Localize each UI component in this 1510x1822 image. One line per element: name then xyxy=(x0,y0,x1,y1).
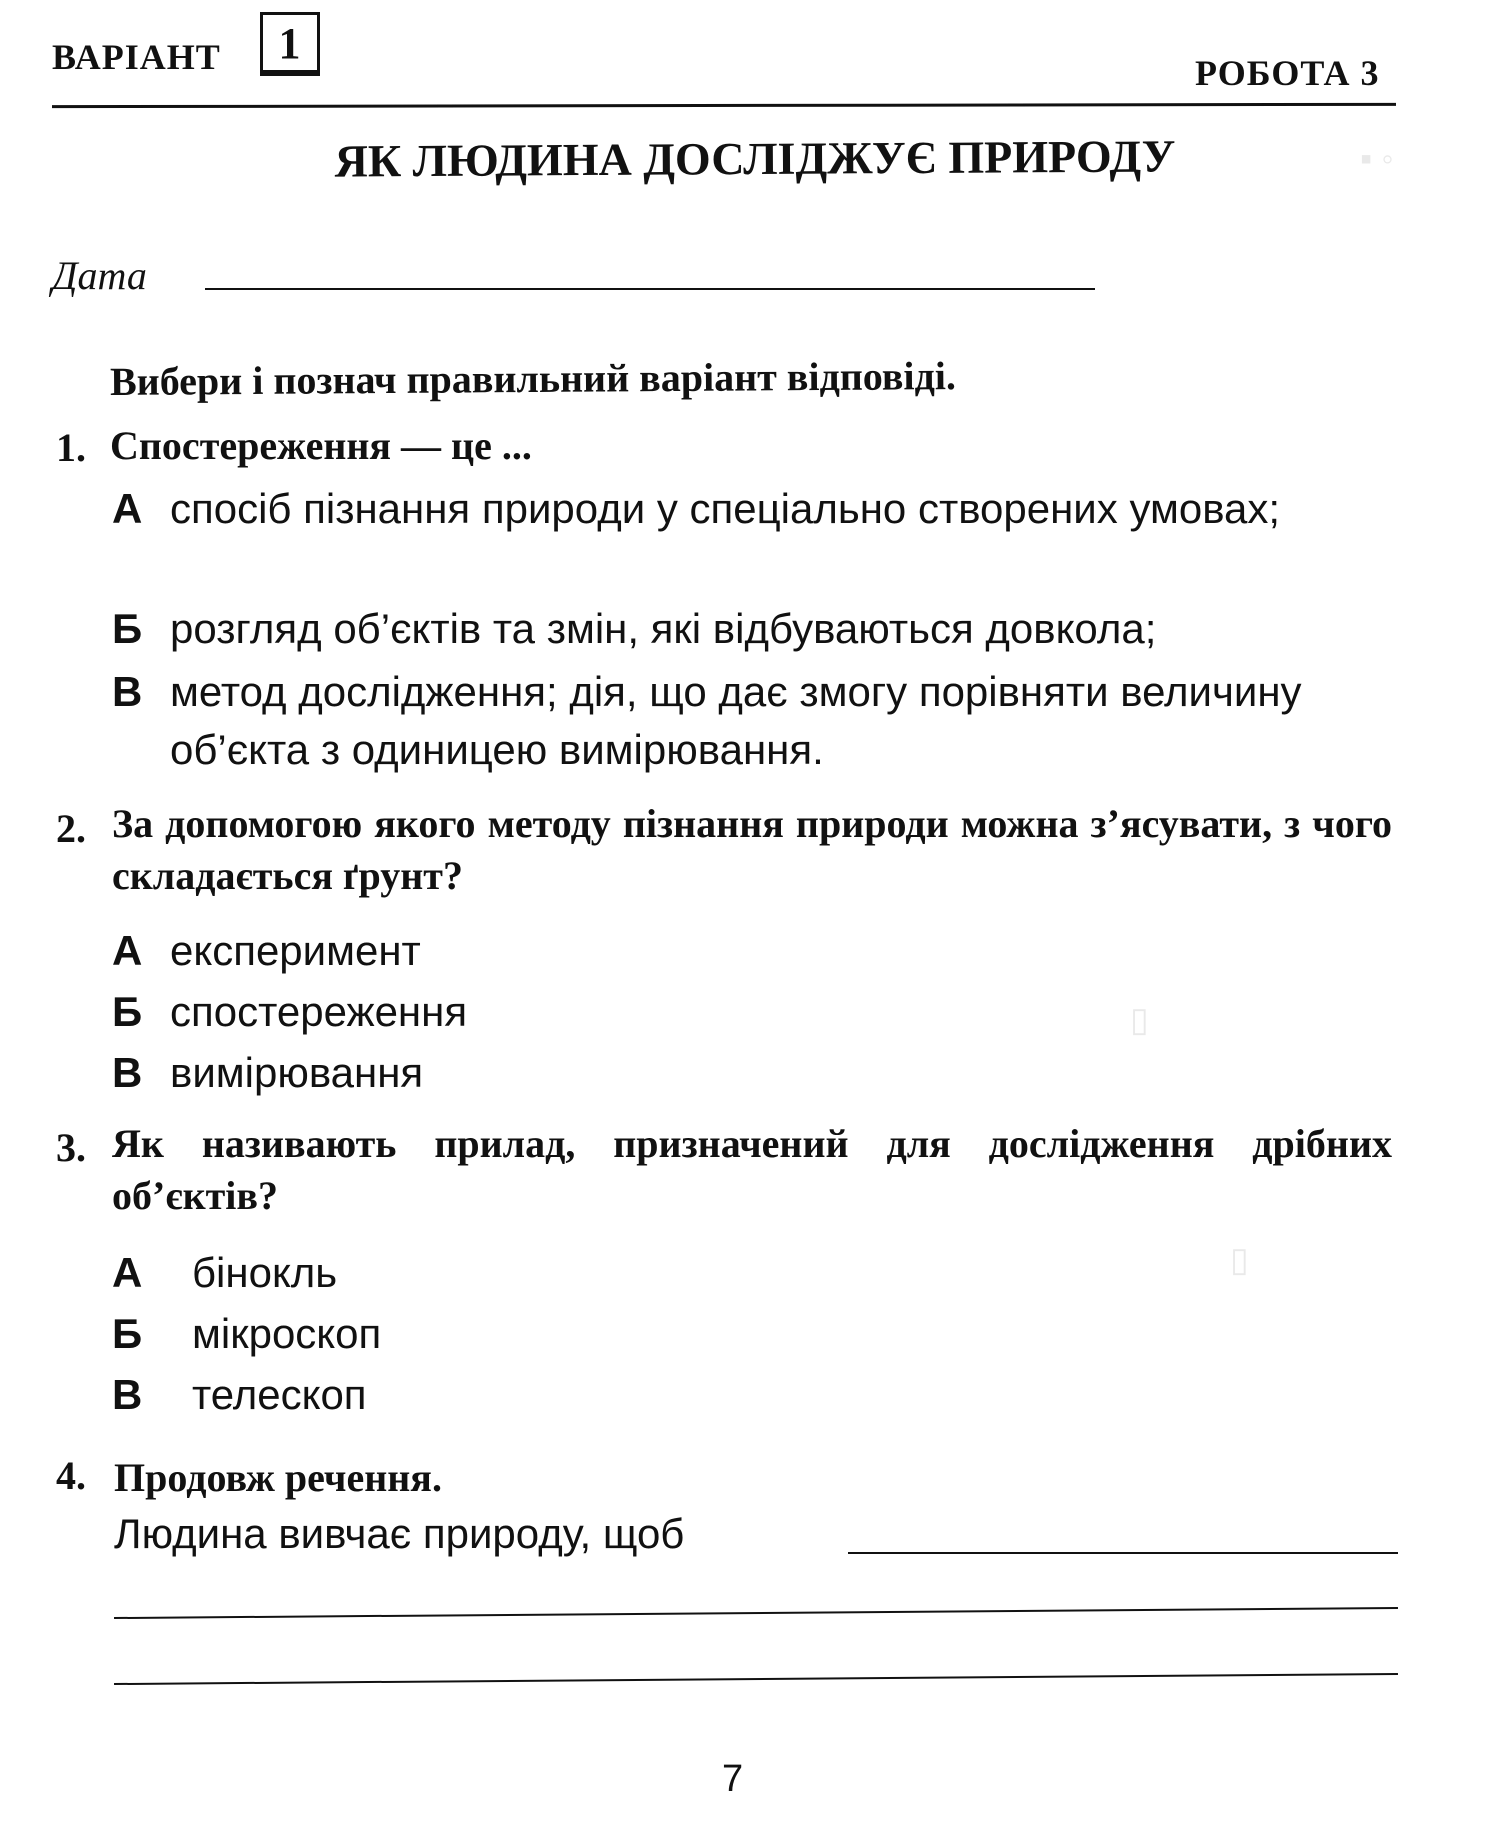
variant-number-box: 1 xyxy=(260,12,320,76)
page-title: ЯК ЛЮДИНА ДОСЛІДЖУЄ ПРИРОДУ xyxy=(334,130,1176,187)
question-text: За допомогою якого методу пізнання природи можна з’ясувати, з чого складається ґрунт? xyxy=(112,801,1392,898)
answer-option[interactable] xyxy=(112,1305,381,1363)
page-number: 7 xyxy=(722,1758,744,1800)
answer-option[interactable] xyxy=(112,1244,337,1302)
bleed-through: ▯ xyxy=(1130,1001,1149,1039)
date-label: Дата xyxy=(52,253,147,298)
answer-option[interactable] xyxy=(112,1044,423,1102)
question-number: 3. xyxy=(56,1125,86,1170)
answer-option[interactable] xyxy=(112,600,1392,658)
option-text: вимірювання xyxy=(170,1049,424,1096)
question-text: Спостереження — це ... xyxy=(110,423,532,468)
answer-option[interactable] xyxy=(112,922,421,980)
option-text: мікроскоп xyxy=(192,1310,382,1357)
option-letter: В xyxy=(112,1371,143,1418)
option-letter: Б xyxy=(112,988,143,1035)
answer-option[interactable] xyxy=(112,663,1392,779)
option-letter: В xyxy=(112,668,143,715)
sentence-start: Людина вивчає природу, щоб xyxy=(114,1510,685,1557)
bleed-through: ▯ xyxy=(1230,1241,1249,1279)
question-text: Як називають прилад, призначений для дослідження дрібних об’єктів? xyxy=(112,1121,1392,1218)
option-text: телескоп xyxy=(192,1371,367,1418)
header-rule xyxy=(52,103,1396,108)
question-number: 1. xyxy=(56,425,86,470)
option-letter: Б xyxy=(112,1310,143,1357)
option-letter: А xyxy=(112,1249,143,1296)
option-text: експеримент xyxy=(170,927,421,974)
question-number: 2. xyxy=(56,806,86,851)
answer-option[interactable] xyxy=(112,480,1392,538)
question-number: 4. xyxy=(56,1453,86,1498)
option-letter: В xyxy=(112,1049,143,1096)
option-text: бінокль xyxy=(192,1249,338,1296)
answer-line[interactable] xyxy=(114,1607,1398,1619)
variant-label: ВАРІАНТ xyxy=(52,37,221,77)
bleed-through: ▪ ◦ xyxy=(1360,140,1394,178)
date-answer-line[interactable] xyxy=(205,288,1095,290)
answer-option[interactable] xyxy=(112,1366,367,1424)
answer-line[interactable] xyxy=(848,1552,1398,1554)
option-letter: Б xyxy=(112,605,143,652)
question-text: Продовж речення. xyxy=(114,1455,442,1500)
option-letter: А xyxy=(112,485,143,532)
option-text: метод дослідження; дія, що дає змогу порівняти величину об’єкта з одиницею вимірювання. xyxy=(170,668,1302,773)
option-letter: А xyxy=(112,927,143,974)
instruction: Вибери і познач правильний варіант відповіді. xyxy=(109,353,957,404)
option-text: розгляд об’єктів та змін, які відбуваються довкола; xyxy=(170,605,1157,652)
work-label: РОБОТА 3 xyxy=(1195,53,1380,93)
answer-line[interactable] xyxy=(114,1673,1398,1685)
option-text: спостереження xyxy=(170,988,468,1035)
answer-option[interactable] xyxy=(112,983,467,1041)
option-text: спосіб пізнання природи у спеціально створених умовах; xyxy=(170,485,1281,532)
